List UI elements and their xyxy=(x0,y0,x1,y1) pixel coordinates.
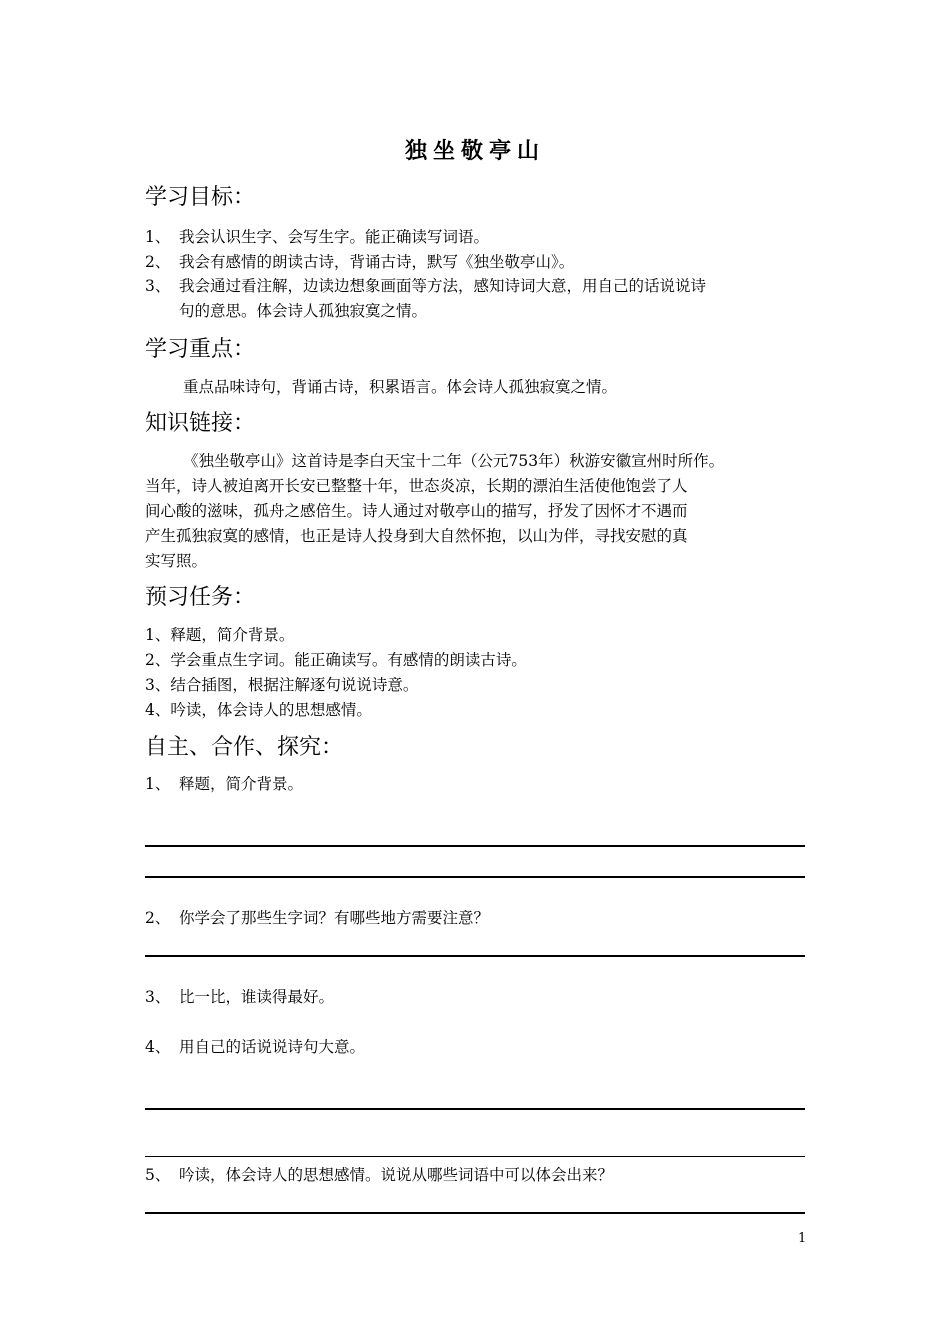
answer-line[interactable] xyxy=(145,955,805,957)
question-text: 用自己的话说说诗句大意。 xyxy=(179,1038,366,1056)
answer-line[interactable] xyxy=(145,1108,805,1110)
objective-text: 我会认识生字、会写生字。能正确读写词语。 xyxy=(179,228,490,246)
explore-heading: 自主、合作、探究： xyxy=(145,735,344,760)
objective-item-1 xyxy=(145,225,489,249)
objective-number: 1、 xyxy=(145,228,171,246)
page-title: 独坐敬亭山 xyxy=(404,139,545,164)
explore-question-5 xyxy=(145,1163,613,1187)
focus-heading: 学习重点： xyxy=(145,337,256,362)
objective-item-2 xyxy=(145,250,574,274)
explore-question-1 xyxy=(145,772,303,796)
explore-question-3 xyxy=(145,985,334,1009)
knowledge-line: 当年，诗人被迫离开长安已整整十年，世态炎凉，长期的漂泊生活使他饱尝了人 xyxy=(145,477,688,495)
page-number: 1 xyxy=(798,1231,807,1246)
knowledge-line: 《独坐敬亭山》这首诗是李白天宝十二年（公元753年）秋游安徽宣州时所作。 xyxy=(183,452,725,470)
preview-item: 4、吟读，体会诗人的思想感情。 xyxy=(145,701,372,719)
knowledge-paragraph xyxy=(145,449,825,574)
knowledge-line: 间心酸的滋味，孤舟之感倍生。诗人通过对敬亭山的描写，抒发了因怀才不遇而 xyxy=(145,502,688,520)
preview-heading: 预习任务： xyxy=(145,585,256,610)
focus-text: 重点品味诗句，背诵古诗，积累语言。体会诗人孤独寂寞之情。 xyxy=(183,378,618,396)
question-text: 吟读，体会诗人的思想感情。说说从哪些词语中可以体会出来？ xyxy=(179,1166,614,1184)
question-number: 1、 xyxy=(145,775,171,793)
question-number: 5、 xyxy=(145,1166,171,1184)
question-number: 2、 xyxy=(145,909,171,927)
explore-question-4 xyxy=(145,1035,365,1059)
objective-item-3 xyxy=(145,274,706,298)
objective-number: 2、 xyxy=(145,253,171,271)
preview-item: 3、结合插图，根据注解逐句说说诗意。 xyxy=(145,676,419,694)
question-number: 3、 xyxy=(145,988,171,1006)
knowledge-line: 实写照。 xyxy=(145,552,208,570)
question-text: 比一比，谁读得最好。 xyxy=(179,988,335,1006)
preview-item: 1、释题，简介背景。 xyxy=(145,626,295,644)
answer-line[interactable] xyxy=(145,1156,805,1157)
explore-question-2 xyxy=(145,906,489,930)
knowledge-line: 产生孤独寂寞的感情，也正是诗人投身到大自然怀抱，以山为伴，寻找安慰的真 xyxy=(145,527,688,545)
question-text: 释题，简介背景。 xyxy=(179,775,304,793)
objectives-heading: 学习目标： xyxy=(145,185,256,210)
objective-text: 我会通过看注解，边读边想象画面等方法，感知诗词大意，用自己的话说说诗 xyxy=(179,277,707,295)
knowledge-heading: 知识链接： xyxy=(145,411,256,436)
objective-text: 我会有感情的朗读古诗，背诵古诗，默写《独坐敬亭山》。 xyxy=(179,253,575,271)
preview-item: 2、学会重点生字词。能正确读写。有感情的朗读古诗。 xyxy=(145,651,527,669)
objective-number: 3、 xyxy=(145,277,171,295)
question-text: 你学会了那些生字词？有哪些地方需要注意？ xyxy=(179,909,490,927)
answer-line[interactable] xyxy=(145,1212,805,1214)
answer-line[interactable] xyxy=(145,845,805,847)
answer-line[interactable] xyxy=(145,876,805,878)
question-number: 4、 xyxy=(145,1038,171,1056)
objective-item-3-continued: 句的意思。体会诗人孤独寂寞之情。 xyxy=(179,302,428,320)
